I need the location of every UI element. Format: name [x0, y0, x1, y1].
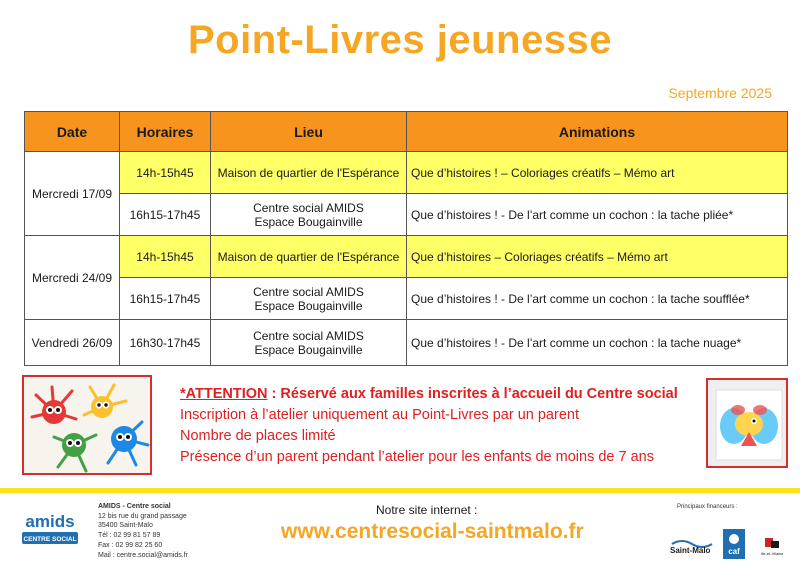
place-cell: [211, 278, 407, 320]
attention-notice: [180, 384, 678, 468]
fax-number: Fax : 02 99 82 25 60: [98, 541, 163, 549]
schedule-table: [24, 111, 788, 366]
fish-painting-illustration: [708, 380, 788, 468]
place-line-1: Centre social AMIDS: [253, 200, 364, 215]
caf-logo: [723, 529, 745, 559]
place-line-2: Espace Bougainville: [254, 298, 363, 313]
website-link[interactable]: www.centresocial-saintmalo.fr: [281, 520, 584, 543]
region-wordmark: Ille-et-Vilaine: [761, 551, 783, 556]
place-line-2: Espace Bougainville: [254, 214, 363, 229]
notice-line-places: Nombre de places limité: [180, 428, 336, 444]
logo-wordmark: amids: [25, 512, 75, 531]
table-row: [25, 236, 788, 278]
phone-number: Tél : 02 99 81 57 89: [98, 532, 161, 540]
attention-text: : Réservé aux familles inscrites à l’accueil du Centre social: [267, 386, 678, 402]
sponsor-city-name: Saint-Malo: [670, 546, 711, 555]
website-label: Notre site internet :: [376, 503, 478, 517]
animation-cell: Que d’histoires ! - De l’art comme un cochon : la tache pliée*: [407, 194, 788, 236]
amids-logo: [20, 508, 80, 548]
time-cell: 16h30-17h45: [120, 320, 211, 366]
animation-cell: Que d’histoires – Coloriages créatifs – Mémo art: [407, 236, 788, 278]
paint-creatures-illustration: [24, 377, 152, 475]
saint-malo-logo: [668, 538, 716, 560]
time-cell: 14h-15h45: [120, 152, 211, 194]
amids-logo-icon: [20, 508, 80, 548]
table-row: [25, 152, 788, 194]
time-cell: 16h15-17h45: [120, 194, 211, 236]
attention-line: [180, 384, 678, 405]
table-row: [25, 320, 788, 366]
table-row: [25, 278, 788, 320]
month-label: Septembre 2025: [668, 85, 772, 101]
column-header-time: Horaires: [120, 112, 211, 152]
time-cell: 16h15-17h45: [120, 278, 211, 320]
place-cell: [211, 320, 407, 366]
place-cell: [211, 194, 407, 236]
contact-block: [98, 502, 188, 560]
page-title: Point-Livres jeunesse: [188, 18, 612, 62]
address-line-1: 12 bis rue du grand passage: [98, 512, 187, 520]
date-cell: Mercredi 17/09: [25, 152, 120, 236]
footer-divider: [0, 488, 800, 493]
place-cell: Maison de quartier de l'Espérance: [211, 236, 407, 278]
animation-cell: Que d’histoires ! - De l’art comme un cochon : la tache soufflée*: [407, 278, 788, 320]
column-header-date: Date: [25, 112, 120, 152]
table-row: [25, 194, 788, 236]
date-cell: Vendredi 26/09: [25, 320, 120, 366]
craft-photo-creatures: [22, 375, 152, 475]
date-cell: Mercredi 24/09: [25, 236, 120, 320]
attention-label: *ATTENTION: [180, 386, 268, 402]
notice-line-registration: Inscription à l’atelier uniquement au Point-Livres par un parent: [180, 407, 579, 423]
notice-line-parent: Présence d’un parent pendant l’atelier pour les enfants de moins de 7 ans: [180, 449, 654, 465]
table-header-row: [25, 112, 788, 152]
place-line-2: Espace Bougainville: [254, 342, 363, 357]
time-cell: 14h-15h45: [120, 236, 211, 278]
caf-wordmark: caf: [728, 547, 740, 556]
column-header-animation: Animations: [407, 112, 788, 152]
animation-cell: Que d’histoires ! – Coloriages créatifs – Mémo art: [407, 152, 788, 194]
place-line-1: Centre social AMIDS: [253, 284, 364, 299]
address-line-2: 35400 Saint-Malo: [98, 522, 153, 530]
ille-et-vilaine-icon: [761, 538, 783, 558]
caf-logo-icon: [723, 529, 745, 559]
place-line-1: Centre social AMIDS: [253, 328, 364, 343]
ille-et-vilaine-logo: [761, 538, 783, 558]
sponsors-label: Principaux financeurs :: [677, 504, 738, 510]
animation-cell: Que d’histoires ! - De l’art comme un cochon : la tache nuage*: [407, 320, 788, 366]
craft-photo-fish: [706, 378, 788, 468]
email-address: Mail : centre.social@amids.fr: [98, 551, 188, 559]
place-cell: Maison de quartier de l'Espérance: [211, 152, 407, 194]
logo-subtitle: CENTRE SOCIAL: [23, 536, 77, 543]
org-name: AMIDS - Centre social: [98, 503, 171, 510]
column-header-place: Lieu: [211, 112, 407, 152]
